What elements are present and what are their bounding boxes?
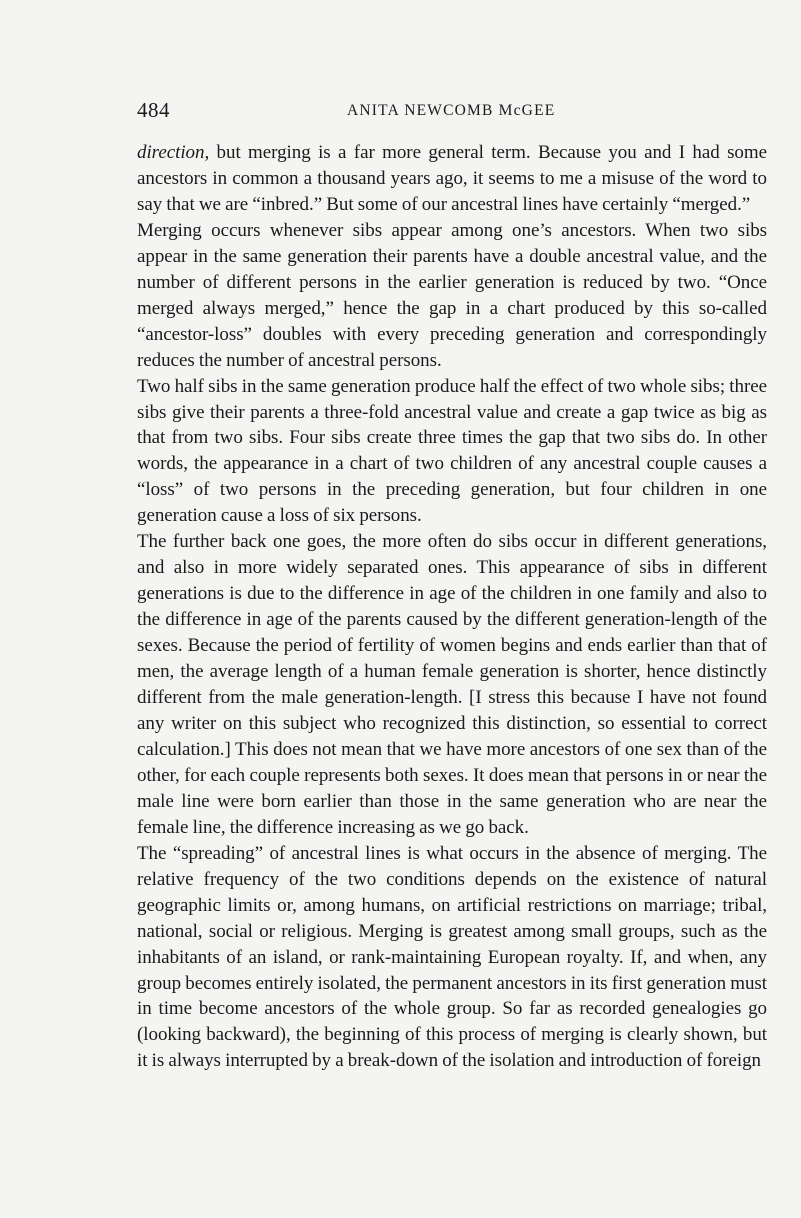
paragraph-4: The further back one goes, the more often do sibs occur in different generations, and also in more widely separated ones. This appearance of sibs in different generations is due to the difference in age of the children in one family and also to the difference in age of the parents caused by the different generation-length of the sexes. Because the period of fertility of women begins and ends earlier than that of men, the average length of a human female generation is shorter, hence distinctly different from the male generation-length. [I stress this because I have not found any writer on this subject who recognized this distinction, so essential to correct calculation.] This does not mean that we have more ancestors of one sex than of the other, for each couple represents both sexes. It does mean that persons in or near the male line were born earlier than those in the same generation who are near the female line, the difference increasing as we go back. — [137, 531, 767, 838]
paragraph-1-lead-italic: direction, — [137, 142, 210, 163]
body-text — [137, 140, 767, 1074]
paragraph-5: The “spreading” of ancestral lines is what occurs in the absence of merging. The relative frequency of the two conditions depends on the existence of natural geographic limits or, among humans, on artificial restrictions on marriage; tribal, national, social or religious. Merging is greatest among small groups, such as the inhabitants of an island, or rank-maintaining European royalty. If, and when, any group becomes entirely isolated, the permanent ancestors in its first generation must in time become ancestors of the whole group. So far as recorded genealogies go (looking backward), the beginning of this process of merging is clearly shown, but it is always interrupted by a break-down of the isolation and introduction of foreign — [137, 842, 767, 1072]
paragraph-2: Merging occurs whenever sibs appear among one’s ancestors. When two sibs appear in the same generation their parents have a double ancestral value, and the number of different persons in the earlier generation is reduced by two. “Once merged always merged,” hence the gap in a chart produced by this so-called “ancestor-loss” doubles with every preceding generation and correspondingly reduces the number of ancestral persons. — [137, 219, 767, 371]
page-number: 484 — [137, 98, 170, 122]
paragraph-1 — [137, 140, 767, 218]
paragraph-3: Two half sibs in the same generation produce half the effect of two whole sibs; three sibs give their parents a three-fold ancestral value and create a gap twice as big as that from two sibs. Four sibs create three times the gap that two sibs do. In other words, the appearance in a chart of two children of any ancestral couple causes a “loss” of two persons in the preceding generation, but four children in one generation cause a loss of six persons. — [137, 375, 767, 527]
running-title: ANITA NEWCOMB McGEE — [347, 102, 556, 119]
paragraph-1-text: but merging is a far more general term. Because you and I had some ancestors in common a thousand years ago, it seems to me a misuse of the word to say that we are “inbred.” But some of our ancestral lines have certainly “merged.” — [137, 142, 767, 215]
running-head — [137, 98, 657, 124]
